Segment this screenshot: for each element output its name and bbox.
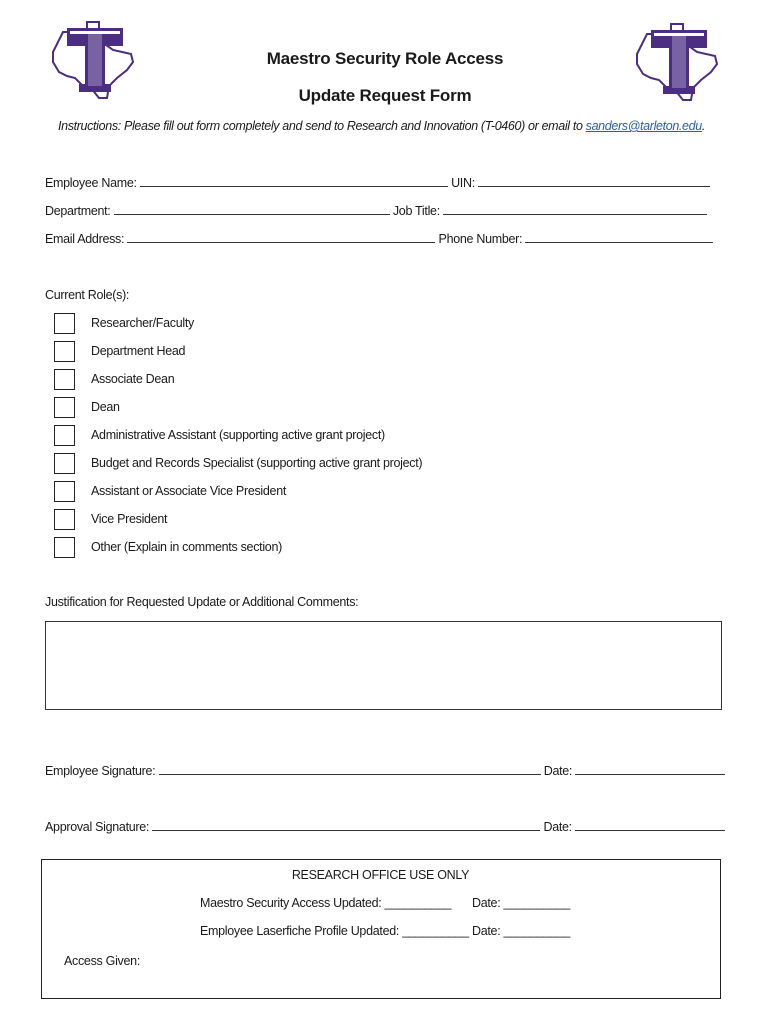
role-option[interactable] <box>54 395 120 419</box>
role-label: Department Head <box>91 344 186 358</box>
role-checkbox[interactable] <box>54 425 75 446</box>
access-given-label: Access Given: <box>64 954 140 968</box>
role-option[interactable] <box>54 311 194 335</box>
department-field[interactable] <box>114 203 390 215</box>
employee-signature-date-field[interactable] <box>575 763 725 775</box>
uin-label: UIN: <box>451 176 475 190</box>
role-option[interactable] <box>54 339 185 363</box>
form-subtitle: Update Request Form <box>298 86 472 105</box>
role-checkbox[interactable] <box>54 537 75 558</box>
laserfiche-updated-date-label: Date: __________ <box>472 924 571 938</box>
office-use-heading: RESEARCH OFFICE USE ONLY <box>291 868 470 882</box>
instructions-text: Instructions: Please fill out form completely and send to Research and Innovation (T-0460) or email to <box>58 119 586 133</box>
role-option[interactable] <box>54 423 385 447</box>
role-checkbox[interactable] <box>54 313 75 334</box>
approval-signature-date-field[interactable] <box>575 819 725 831</box>
role-checkbox[interactable] <box>54 369 75 390</box>
role-checkbox[interactable] <box>54 481 75 502</box>
employee-name-row <box>45 175 710 190</box>
instructions <box>58 119 705 133</box>
role-option[interactable] <box>54 451 422 475</box>
approval-signature-date-label: Date: <box>543 820 572 834</box>
role-checkbox[interactable] <box>54 509 75 530</box>
role-label: Budget and Records Specialist (supporting active grant project) <box>91 456 423 470</box>
phone-number-field[interactable] <box>525 231 713 243</box>
role-checkbox[interactable] <box>54 453 75 474</box>
approval-signature-label: Approval Signature: <box>45 820 150 834</box>
role-option[interactable] <box>54 507 167 531</box>
comments-textarea[interactable] <box>45 621 722 710</box>
employee-signature-field[interactable] <box>159 763 541 775</box>
job-title-label: Job Title: <box>392 204 440 218</box>
role-label: Researcher/Faculty <box>91 316 194 330</box>
employee-signature-date-label: Date: <box>543 764 573 778</box>
employee-signature-row <box>45 763 725 778</box>
research-office-use-box <box>41 859 721 999</box>
job-title-field[interactable] <box>443 203 707 215</box>
department-row <box>45 203 707 218</box>
maestro-updated-label: Maestro Security Access Updated: __________ <box>200 896 452 910</box>
email-address-label: Email Address: <box>45 232 125 246</box>
instructions-suffix: . <box>701 119 705 133</box>
laserfiche-updated-label: Employee Laserfiche Profile Updated: __________ <box>200 924 469 938</box>
role-label: Dean <box>91 400 120 414</box>
form-title: Maestro Security Role Access <box>266 49 504 68</box>
employee-name-field[interactable] <box>140 175 448 187</box>
role-label: Vice President <box>91 512 168 526</box>
role-label: Other (Explain in comments section) <box>91 540 282 554</box>
role-label: Associate Dean <box>91 372 175 386</box>
role-option[interactable] <box>54 479 286 503</box>
role-label: Assistant or Associate Vice President <box>91 484 287 498</box>
current-roles-heading: Current Role(s): <box>45 288 130 302</box>
employee-signature-label: Employee Signature: <box>45 764 156 778</box>
role-option[interactable] <box>54 367 174 391</box>
email-address-field[interactable] <box>127 231 435 243</box>
role-checkbox[interactable] <box>54 341 75 362</box>
comments-label: Justification for Requested Update or Additional Comments: <box>45 595 359 609</box>
email-row <box>45 231 713 246</box>
uin-field[interactable] <box>478 175 710 187</box>
phone-number-label: Phone Number: <box>438 232 523 246</box>
role-option[interactable] <box>54 535 282 559</box>
approval-signature-row <box>45 819 725 834</box>
employee-name-label: Employee Name: <box>45 176 137 190</box>
email-link[interactable]: sanders@tarleton.edu <box>585 119 702 133</box>
department-label: Department: <box>45 204 111 218</box>
role-checkbox[interactable] <box>54 397 75 418</box>
role-label: Administrative Assistant (supporting active grant project) <box>91 428 385 442</box>
maestro-updated-date-label: Date: __________ <box>472 896 571 910</box>
approval-signature-field[interactable] <box>152 819 540 831</box>
